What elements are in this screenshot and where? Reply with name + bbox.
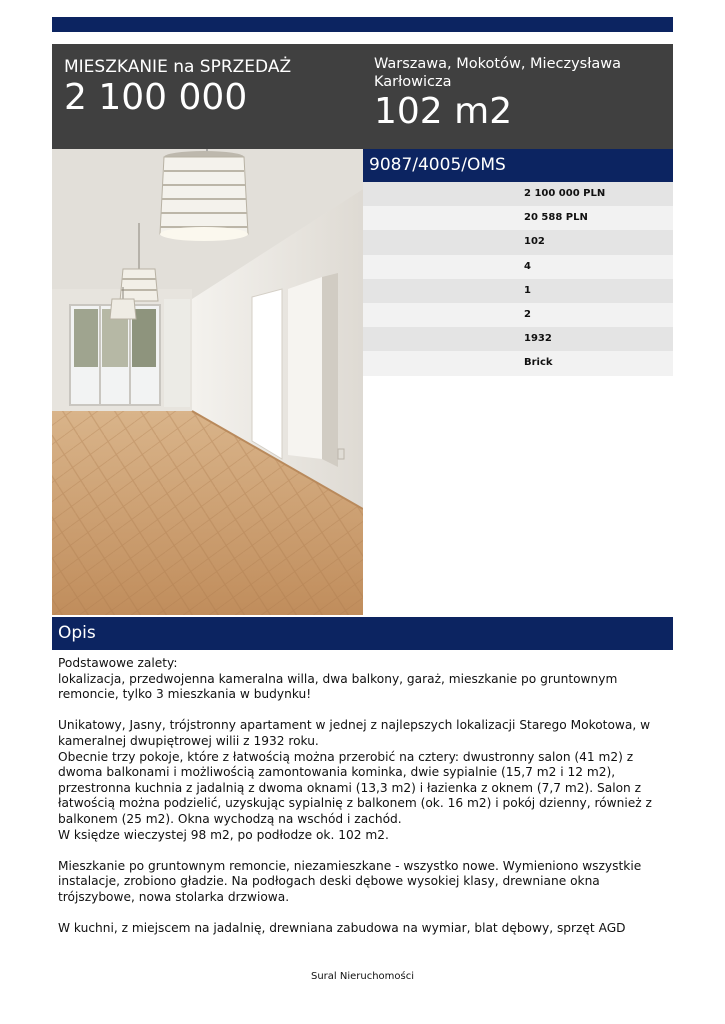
details-table [363, 182, 673, 376]
header-left [64, 56, 354, 118]
description-text: Podstawowe zalety: lokalizacja, przedwojenna kameralna willa, dwa balkony, garaż, mieszkanie po gruntownym remoncie, tylko 3 mieszkania w budynku! Unikatowy, Jasny, trójstronny apartament w jednej z najlepszych lokalizacji Starego Mokotowa, w kameralnej dwupiętrowej wilii z 1932 roku. Obecnie trzy pokoje, które z łatwością można przerobić na cztery: dwustronny salon (41 m2) z dwoma balkonami i możliwością zamontowania kominka, dwie sypialnie (15,7 m2 i 12 m2), przestronna kuchnia z jadalnią z dwoma oknami (13,3 m2) i łazienka z oknem (7,7 m2). Salon z łatwością można podzielić, uzyskując sypialnię z balkonem (ok. 16 m2) i pokój dzienny, również z balkonem (25 m2). Okna wychodzą na wschód i zachód. W księdze wieczystej 98 m2, po podłodze ok. 102 m2. Mieszkanie po gruntownym remoncie, niezamieszkane - wszystko nowe. Wymieniono wszystkie instalacje, zrobiono gładzie. Na podłogach deski dębowe wysokiej klasy, drewniane okna trójszybowe, nowa stolarka drzwiowa. W kuchni, z miejscem na jadalnię, drewniana zabudowa na wymiar, blat dębowy, sprzęt AGD [58, 656, 652, 936]
detail-value: 20 588 PLN [524, 212, 588, 224]
description-heading-bar [52, 617, 673, 650]
detail-value: 2 [524, 308, 531, 320]
reference-bar [363, 149, 673, 182]
detail-value: 4 [524, 260, 531, 272]
header-right [374, 55, 666, 133]
property-photo [52, 149, 363, 615]
detail-row [363, 279, 673, 303]
detail-row [363, 327, 673, 351]
reference-number: 9087/4005/OMS [369, 155, 506, 175]
detail-row [363, 351, 673, 375]
detail-row [363, 206, 673, 230]
listing-header [52, 44, 673, 149]
listing-area: 102 m2 [374, 91, 513, 132]
listing-price: 2 100 000 [64, 77, 248, 118]
detail-value: 2 100 000 PLN [524, 188, 606, 199]
detail-value: 1 [524, 284, 531, 296]
footer-agency: Sural Nieruchomości [310, 971, 415, 982]
detail-value: 1932 [524, 333, 552, 345]
listing-type: MIESZKANIE na SPRZEDAŻ [64, 57, 292, 77]
detail-value: 102 [524, 236, 545, 248]
description-heading: Opis [58, 623, 96, 643]
detail-value: Brick [524, 357, 553, 369]
detail-row [363, 182, 673, 206]
detail-row [363, 303, 673, 327]
detail-row [363, 255, 673, 279]
top-accent-bar [52, 17, 673, 32]
listing-location: Warszawa, Mokotów, Mieczysława Karłowicza [374, 56, 621, 90]
detail-row [363, 230, 673, 254]
